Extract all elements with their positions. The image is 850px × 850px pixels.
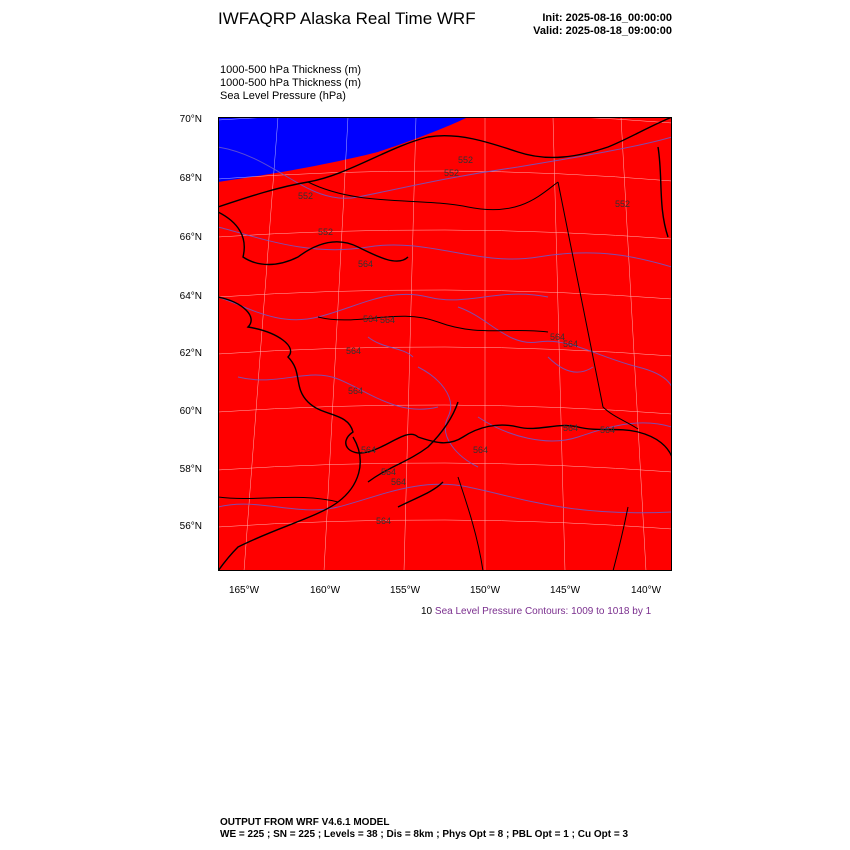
model-footer (220, 817, 628, 841)
model-version: OUTPUT FROM WRF V4.6.1 MODEL (220, 817, 390, 828)
lat-label: 68°N (179, 173, 202, 184)
contour-label: 564 (346, 346, 362, 356)
contour-label: 552 (298, 191, 314, 201)
lon-label: 150°W (469, 585, 501, 596)
contour-label: 552 (615, 199, 631, 209)
contour-label: 564 (550, 332, 566, 342)
contour-label: 564 (358, 259, 374, 269)
contour-label: 564 (376, 516, 392, 526)
plot-title: IWFAQRP Alaska Real Time WRF (218, 9, 476, 28)
field-label: 1000-500 hPa Thickness (m) (220, 64, 362, 76)
valid-time: Valid: 2025-08-18_09:00:00 (533, 25, 672, 37)
lon-label: 145°W (549, 585, 581, 596)
field-label: Sea Level Pressure (hPa) (220, 90, 346, 102)
contour-label: 564 (563, 339, 579, 349)
field-label: 1000-500 hPa Thickness (m) (220, 77, 362, 89)
lat-label: 64°N (179, 291, 202, 302)
contour-label: 552 (318, 227, 334, 237)
lon-label: 155°W (389, 585, 421, 596)
contour-label: 564 (363, 314, 379, 324)
contour-label: 564 (563, 423, 579, 433)
lat-label: 56°N (179, 521, 202, 532)
contour-label: 564 (348, 386, 364, 396)
contour-label: 564 (391, 477, 407, 487)
map-panel (218, 117, 672, 571)
lon-label: 140°W (630, 585, 662, 596)
model-settings: WE = 225 ; SN = 225 ; Levels = 38 ; Dis = 8km ; Phys Opt = 8 ; PBL Opt = 1 ; Cu Opt = 3 (220, 829, 629, 840)
lat-label: 60°N (179, 406, 202, 417)
lon-label: 165°W (228, 585, 260, 596)
lat-label: 66°N (179, 232, 202, 243)
contour-label: 564 (380, 315, 396, 325)
lat-label: 70°N (179, 114, 202, 125)
lat-label: 62°N (179, 348, 202, 359)
contour-label: 564 (361, 445, 377, 455)
contour-label: 564 (473, 445, 489, 455)
time-info (533, 12, 672, 38)
lon-label: 160°W (309, 585, 341, 596)
field-list (220, 64, 361, 103)
contour-label: 564 (381, 467, 397, 477)
contour-info-text: Sea Level Pressure Contours: 1009 to 1018 by 1 (434, 606, 652, 617)
warm-thickness-fill (218, 117, 672, 571)
init-time: Init: 2025-08-16_00:00:00 (542, 12, 672, 24)
contour-label: 564 (600, 425, 616, 435)
lat-label: 58°N (179, 464, 202, 475)
contour-label: 552 (458, 155, 474, 165)
contour-info (421, 606, 651, 617)
contour-label: 552 (444, 168, 460, 178)
contour-info-prefix: 10 (421, 606, 433, 617)
